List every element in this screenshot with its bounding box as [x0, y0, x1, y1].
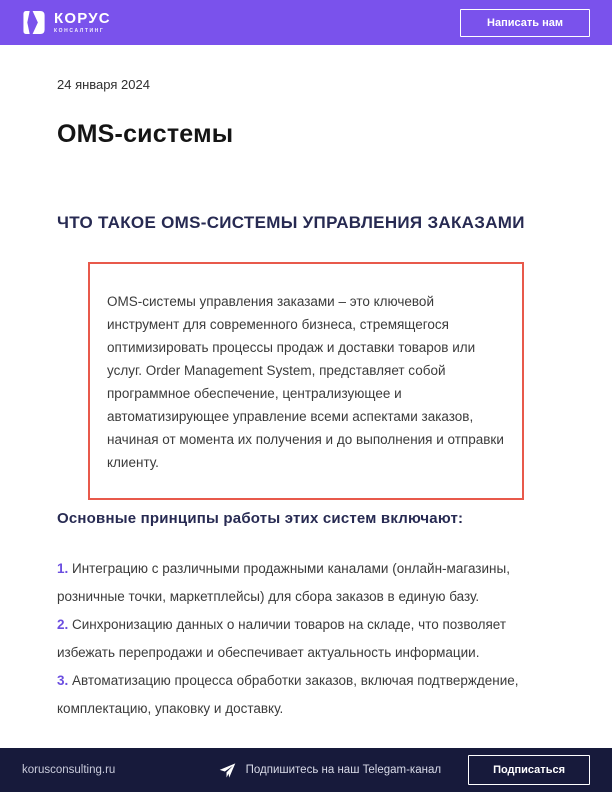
- korus-logo[interactable]: [22, 10, 111, 35]
- telegram-caption: Подпишитесь на наш Telegam-канал: [245, 764, 442, 776]
- list-item-text: Синхронизацию данных о наличии товаров на складе, что позволяет избежать перепродажи и обеспечивает актуальность информации.: [57, 617, 507, 660]
- article-date: 24 января 2024: [57, 77, 150, 92]
- top-header-bar: [0, 0, 612, 45]
- principles-list: [57, 555, 535, 723]
- list-item-number: 1.: [57, 561, 69, 576]
- list-item-text: Интеграцию с различными продажными каналами (онлайн-магазины, розничные точки, маркетплейсы) для сбора заказов в единую базу.: [57, 561, 510, 604]
- page-title: OMS-системы: [57, 120, 234, 148]
- bottom-footer-bar: [0, 748, 612, 792]
- list-item-number: 2.: [57, 617, 69, 632]
- contact-us-button[interactable]: Написать нам: [460, 9, 590, 37]
- telegram-plane-icon: [219, 762, 236, 779]
- callout-text: OMS-системы управления заказами – это ключевой инструмент для современного бизнеса, стремящегося оптимизировать процессы продаж и доставки товаров или услуг. Order Management System, представляет собой программное обеспечение, централизующее и автоматизирующее управление всеми аспектами заказов, начиная от момента их получения и до выполнения и отправки клиенту.: [107, 294, 504, 470]
- korus-logo-icon: [22, 10, 47, 35]
- section-heading: ЧТО ТАКОЕ OMS-СИСТЕМЫ УПРАВЛЕНИЯ ЗАКАЗАМИ: [57, 213, 525, 232]
- logo-subtitle: КОНСАЛТИНГ: [54, 28, 105, 34]
- telegram-promo: [219, 762, 441, 779]
- site-link[interactable]: korusconsulting.ru: [22, 764, 116, 776]
- logo-title: КОРУС: [54, 10, 111, 27]
- list-item-text: Автоматизацию процесса обработки заказов, включая подтверждение, комплектацию, упаковку и доставку.: [57, 673, 519, 716]
- callout-box: [88, 262, 524, 500]
- list-item-number: 3.: [57, 673, 69, 688]
- subscribe-button[interactable]: Подписаться: [468, 755, 590, 785]
- list-item: [57, 667, 535, 723]
- korus-logo-text: [54, 11, 111, 34]
- principles-heading: Основные принципы работы этих систем включают:: [57, 510, 464, 527]
- list-item: [57, 611, 535, 667]
- list-item: [57, 555, 535, 611]
